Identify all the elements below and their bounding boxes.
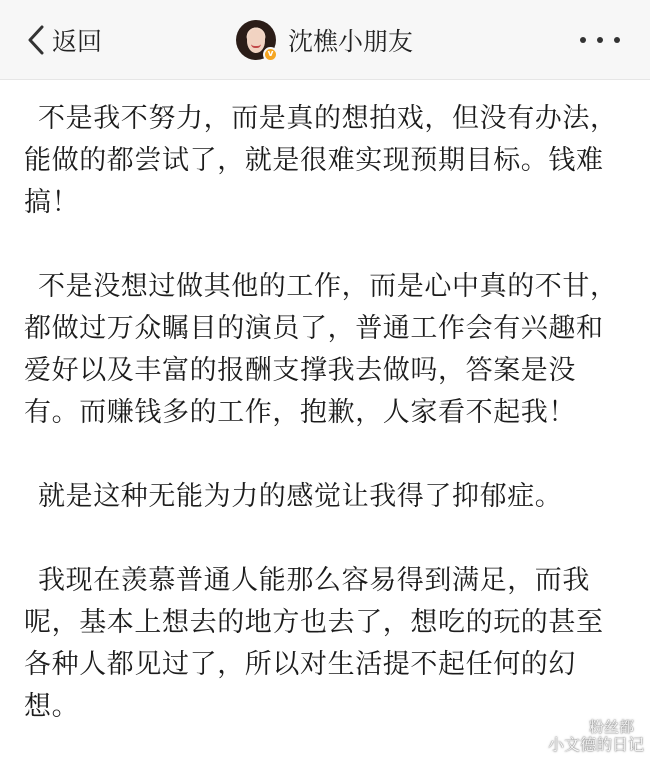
more-dot-icon <box>580 37 586 43</box>
top-nav-bar <box>0 0 650 80</box>
post-paragraph: 不是我不努力，而是真的想拍戏，但没有办法，能做的都尝试了，就是很难实现预期目标。钱难搞！ <box>24 103 618 218</box>
avatar-face <box>247 29 265 53</box>
profile-header[interactable] <box>236 18 413 62</box>
more-options-button[interactable] <box>580 30 620 50</box>
more-dot-icon <box>614 37 620 43</box>
back-button[interactable] <box>26 22 102 58</box>
more-dot-icon <box>597 37 603 43</box>
chevron-left-icon <box>26 24 46 56</box>
watermark-line-2: 小文德的日记 <box>547 735 644 754</box>
username[interactable]: 沈樵小朋友 <box>288 27 414 56</box>
verified-badge-icon: v <box>263 47 278 62</box>
avatar[interactable] <box>236 20 276 60</box>
watermark-line-1: 粉丝都 <box>588 718 634 736</box>
post-paragraph: 我现在羡慕普通人能那么容易得到满足，而我呢，基本上想去的地方也去了，想吃的玩的甚至各种人都见过了，所以对生活提不起任何的幻想。 <box>24 565 604 722</box>
post-paragraph: 就是这种无能为力的感觉让我得了抑郁症。 <box>38 481 563 512</box>
watermark <box>548 718 644 754</box>
post-content <box>24 98 624 728</box>
back-label: 返回 <box>52 27 103 56</box>
post-paragraph: 不是没想过做其他的工作，而是心中真的不甘，都做过万众瞩目的演员了，普通工作会有兴趣和爱好以及丰富的报酬支撑我去做吗，答案是没有。而赚钱多的工作，抱歉，人家看不起我！ <box>24 271 618 428</box>
